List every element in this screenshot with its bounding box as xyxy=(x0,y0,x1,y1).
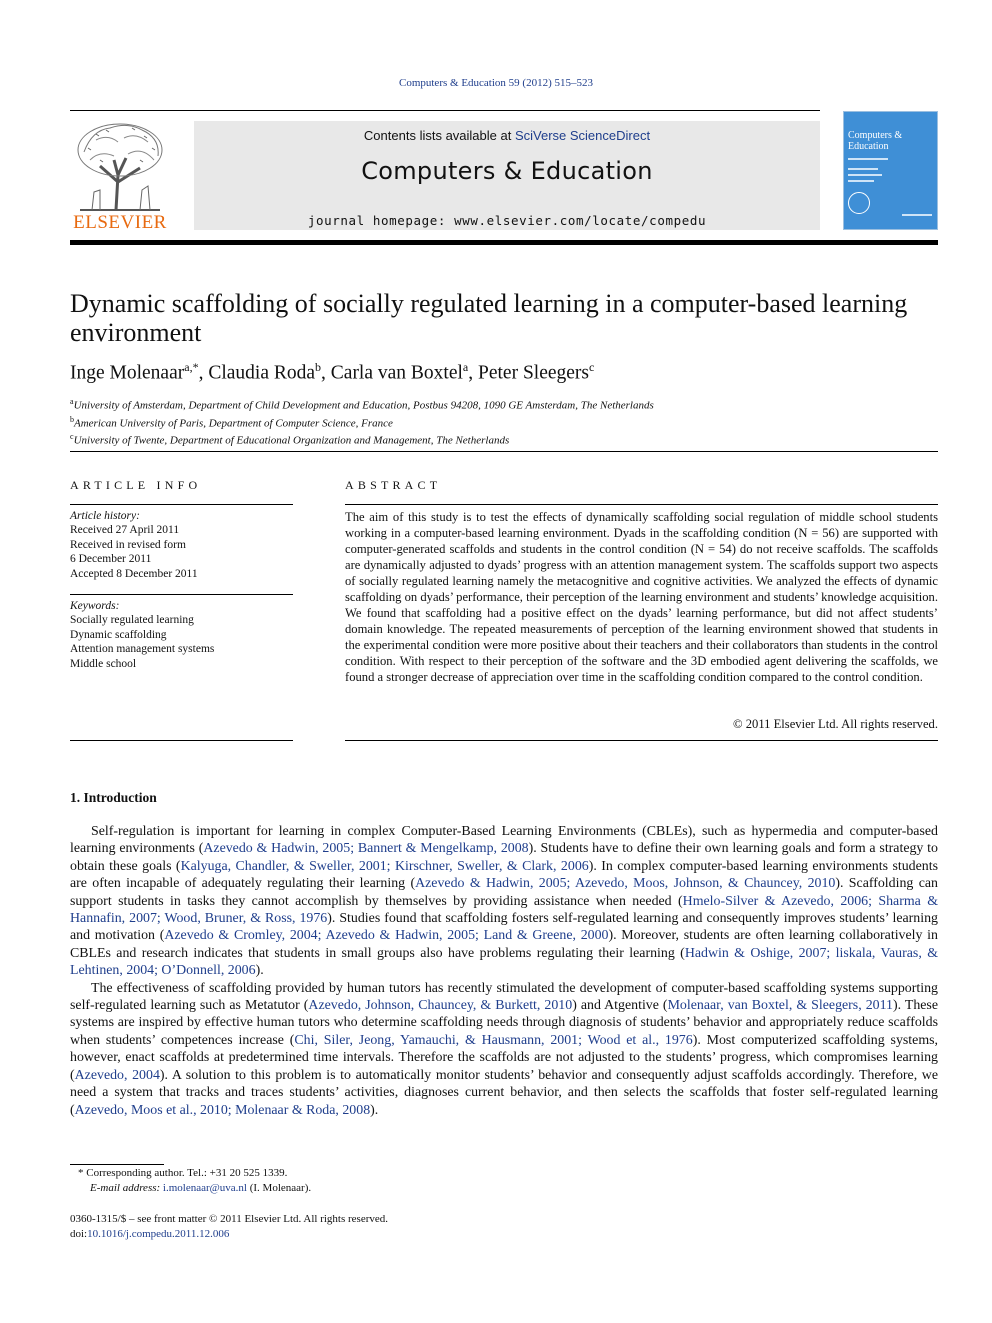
keyword-item: Attention management systems xyxy=(70,643,215,656)
homepage-prefix: journal homepage: xyxy=(307,213,455,228)
footnote-star: * xyxy=(78,1167,84,1179)
doi-label: doi: xyxy=(70,1227,88,1240)
author-name[interactable]: Inge Molenaar xyxy=(70,362,185,384)
author-list: Inge Molenaar$^{a,*}$, Claudia Roda$^b$, Carla van Boxtel$^a$, Peter Sleegers$^c$ xyxy=(70,360,595,384)
contents-prefix: Contents lists available at xyxy=(363,128,515,143)
author-name[interactable]: Claudia Roda xyxy=(208,362,316,384)
keyword-item: Middle school xyxy=(70,657,137,670)
paragraph-text: ) and Atgentive ( xyxy=(572,998,668,1014)
citation-link[interactable]: Azevedo & Cromley, 2004; Azevedo & Hadwin, 2005; Land & Greene, 2000 xyxy=(164,928,609,944)
paragraph-text: ). Scaffolding can support students in tasks they cannot accomplish by themselves by providing assistance when needed ( xyxy=(70,876,938,909)
paragraph-text: Self-regulation is important for learning in complex Computer-Based Learning Environments (CBLEs), such as hypermedia and computer-based learning environments ( xyxy=(70,824,938,857)
citation-link[interactable]: Hmelo-Silver & Azevedo, 2006; Sharma & Hannafin, 2007; Wood, Bruner, & Ross, 1976 xyxy=(70,893,938,927)
front-matter: 0360-1315/$ – see front matter © 2011 Elsevier Ltd. All rights reserved. xyxy=(70,1213,389,1225)
affiliation-text: American University of Paris, Department of Computer Science, France xyxy=(74,417,393,430)
history-item: Received in revised form xyxy=(70,538,186,551)
paragraph xyxy=(70,980,938,1119)
doi-link[interactable]: 10.1016/j.compedu.2011.12.006 xyxy=(87,1227,230,1240)
affiliation-text: University of Twente, Department of Educational Organization and Management, The Netherlands xyxy=(73,434,510,447)
copyright-notice: © 2011 Elsevier Ltd. All rights reserved. xyxy=(733,717,938,731)
citation-link[interactable]: Molenaar, van Boxtel, & Sleegers, 2011 xyxy=(667,998,893,1014)
email-link[interactable]: i.molenaar@uva.nl xyxy=(162,1182,247,1194)
corresponding-author-text: Corresponding author. Tel.: +31 20 525 1339. xyxy=(86,1167,288,1179)
cover-line xyxy=(848,180,874,182)
cover-line xyxy=(848,174,882,176)
paragraph-text: ). Moreover, students are often learning collaboratively in CBLEs and research indicates that students in small groups also have problems regulating their learning ( xyxy=(70,928,938,961)
publisher-logo-text: ELSEVIER xyxy=(73,212,167,233)
corresponding-author-note xyxy=(70,1166,938,1181)
citation-link[interactable]: Azevedo, 2004 xyxy=(74,1067,160,1083)
paragraph-text: ). xyxy=(255,963,264,979)
article-history-heading: Article history: xyxy=(70,510,140,522)
affiliation-marker: b xyxy=(70,414,74,424)
homepage-url[interactable]: www.elsevier.com/locate/compedu xyxy=(454,213,707,228)
divider xyxy=(345,504,938,505)
affiliation xyxy=(70,395,950,413)
paragraph-text: ). These systems are inspired by effective human tutors who determine scaffolding needs through diagnosis of students’ behavior and appropriately reduce scaffolds when students’ competences increase ( xyxy=(70,998,939,1048)
cover-seal-icon xyxy=(848,192,870,214)
affiliation-text: University of Amsterdam, Department of Child Development and Education, Postbus 94208, 1090 GE Amsterdam, The Netherlands xyxy=(73,399,654,412)
divider xyxy=(70,740,293,741)
section-heading-introduction: 1. Introduction xyxy=(70,790,157,805)
keywords-heading: Keywords: xyxy=(70,600,120,612)
bottom-meta xyxy=(70,1212,938,1241)
citation-link[interactable]: Azevedo, Johnson, Chauncey, & Burkett, 2010 xyxy=(308,998,573,1014)
article-title: Dynamic scaffolding of socially regulated learning in a computer-based learning environment xyxy=(70,289,908,347)
top-rule xyxy=(70,110,820,111)
author-affiliation-marker[interactable]: c xyxy=(589,360,595,374)
elsevier-wordmark xyxy=(70,212,170,234)
journal-reference-link[interactable]: Computers & Education 59 (2012) 515–523 xyxy=(398,77,593,89)
doi-line xyxy=(70,1227,938,1242)
abstract-text: The aim of this study is to test the effects of dynamically scaffolding social regulation of middle school students working in a computer-based learning environment. Dyads in the scaffolding condition (N = 56) are supported with computer-generated scaffolds and students in the control condition (N = 54) do not receive scaffolds. The scaffolds are dynamically adjusted to dyads’ progress with an attention management system. The scaffolds support two aspects of socially regulated learning namely the metacognitive and cognitive activities. We analyzed the effects of dynamic scaffolding on dyads’ performance, their perception of the learning environment and students’ knowledge acquisition. We found that scaffolding had a positive effect on the dyads’ learning performance, but did not affect students’ domain knowledge. The repeated measurements of perception of the learning environment showed that students in the experimental condition were more positive about their teachers and their collaborators than students in the control condition. With respect to their perception of the software and the 3D embodied agent delivering the scaffolds, we found a stronger decrease of appreciation over time in the scaffolding condition compared to the control condition. xyxy=(345,510,938,684)
keyword-item: Dynamic scaffolding xyxy=(70,628,167,641)
affiliation-marker: c xyxy=(70,432,74,442)
cover-title: Computers & Education xyxy=(848,130,903,152)
divider xyxy=(70,594,293,595)
paragraph xyxy=(70,823,938,980)
article-history xyxy=(70,509,295,581)
divider xyxy=(70,504,293,505)
email-suffix: (I. Molenaar). xyxy=(249,1182,312,1194)
history-item: Accepted 8 December 2011 xyxy=(70,567,198,580)
history-item: Received 27 April 2011 xyxy=(70,524,180,537)
journal-banner xyxy=(194,121,820,230)
abstract-label: ABSTRACT xyxy=(345,478,442,492)
introduction-body xyxy=(70,823,938,1119)
citation-link[interactable]: Azevedo & Hadwin, 2005; Azevedo, Moos, Johnson, & Chauncey, 2010 xyxy=(415,876,836,892)
homepage-line xyxy=(194,213,820,228)
author-affiliation-marker[interactable]: a,* xyxy=(184,360,199,374)
elsevier-tree-icon xyxy=(70,120,170,212)
article-info-label: ARTICLE INFO xyxy=(70,478,202,492)
email-label: E-mail address: xyxy=(90,1182,161,1194)
paragraph-text: ). A solution to this problem is to automatically monitor students’ behavior and consequently adjust scaffolds accordingly. Therefore, we need a system that tracks and traces students’ activities, diagnoses current behavior, and then selects the scaffolds that foster self-regulated learning ( xyxy=(70,1067,938,1118)
paragraph-text: The effectiveness of scaffolding provided by human tutors has recently stimulated the development of computer-based scaffolding systems supporting self-regulated learning such as Metatutor ( xyxy=(70,980,938,1014)
cover-line xyxy=(848,168,878,170)
cover-line xyxy=(848,158,888,160)
paragraph-text: ). Studies found that scaffolding fosters self-regulated learning and consequently improves students’ learning and motivation ( xyxy=(70,911,938,944)
citation-link[interactable]: Azevedo, Moos et al., 2010; Molenaar & Roda, 2008 xyxy=(74,1102,371,1118)
citation-link[interactable]: Chi, Siler, Jeong, Yamauchi, & Hausmann, 2001; Wood et al., 1976 xyxy=(294,1032,693,1048)
keywords xyxy=(70,599,295,671)
paragraph-text: ). xyxy=(370,1102,379,1118)
paragraph-text: ). In complex computer-based learning environments students are often incapable of adequately regulating their learning ( xyxy=(70,858,938,892)
author-name[interactable]: Peter Sleegers xyxy=(478,362,590,384)
paragraph-text: ). Most computerized scaffolding systems, however, enact scaffolds at predetermined time intervals. Therefore the scaffolds are not adjusted to the students’ progress, which compromises learning ( xyxy=(70,1032,939,1083)
affiliation xyxy=(70,430,950,448)
affiliation xyxy=(70,413,950,431)
paragraph-text: ). Students have to define their own learning goals and form a strategy to obtain these goals ( xyxy=(70,841,938,874)
author-name[interactable]: Carla van Boxtel xyxy=(330,362,463,384)
history-item: 6 December 2011 xyxy=(70,553,152,566)
keyword-item: Socially regulated learning xyxy=(70,614,194,627)
author-affiliation-marker[interactable]: b xyxy=(315,360,322,374)
divider xyxy=(70,451,938,452)
citation-link[interactable]: Kalyuga, Chandler, & Sweller, 2001; Kirschner, Sweller, & Clark, 2006 xyxy=(180,858,589,874)
email-note xyxy=(70,1181,938,1196)
footnote-rule xyxy=(70,1164,164,1165)
citation-link[interactable]: Azevedo & Hadwin, 2005; Bannert & Mengelkamp, 2008 xyxy=(203,841,529,857)
header-thick-rule xyxy=(70,240,938,245)
affiliation-list xyxy=(70,395,950,448)
citation-link[interactable]: Hadwin & Oshige, 2007; liskala, Vauras, & Lehtinen, 2004; O’Donnell, 2006 xyxy=(70,945,938,979)
journal-cover-image[interactable] xyxy=(843,111,938,230)
footnotes xyxy=(70,1166,938,1196)
contents-line xyxy=(194,128,820,143)
journal-title: Computers & Education xyxy=(361,157,653,185)
divider xyxy=(345,740,938,741)
journal-reference[interactable] xyxy=(0,77,992,89)
author-affiliation-marker[interactable]: a xyxy=(462,360,469,374)
cover-line xyxy=(902,214,932,216)
affiliation-marker: a xyxy=(70,397,74,406)
sciencedirect-link[interactable]: SciVerse ScienceDirect xyxy=(514,128,651,143)
